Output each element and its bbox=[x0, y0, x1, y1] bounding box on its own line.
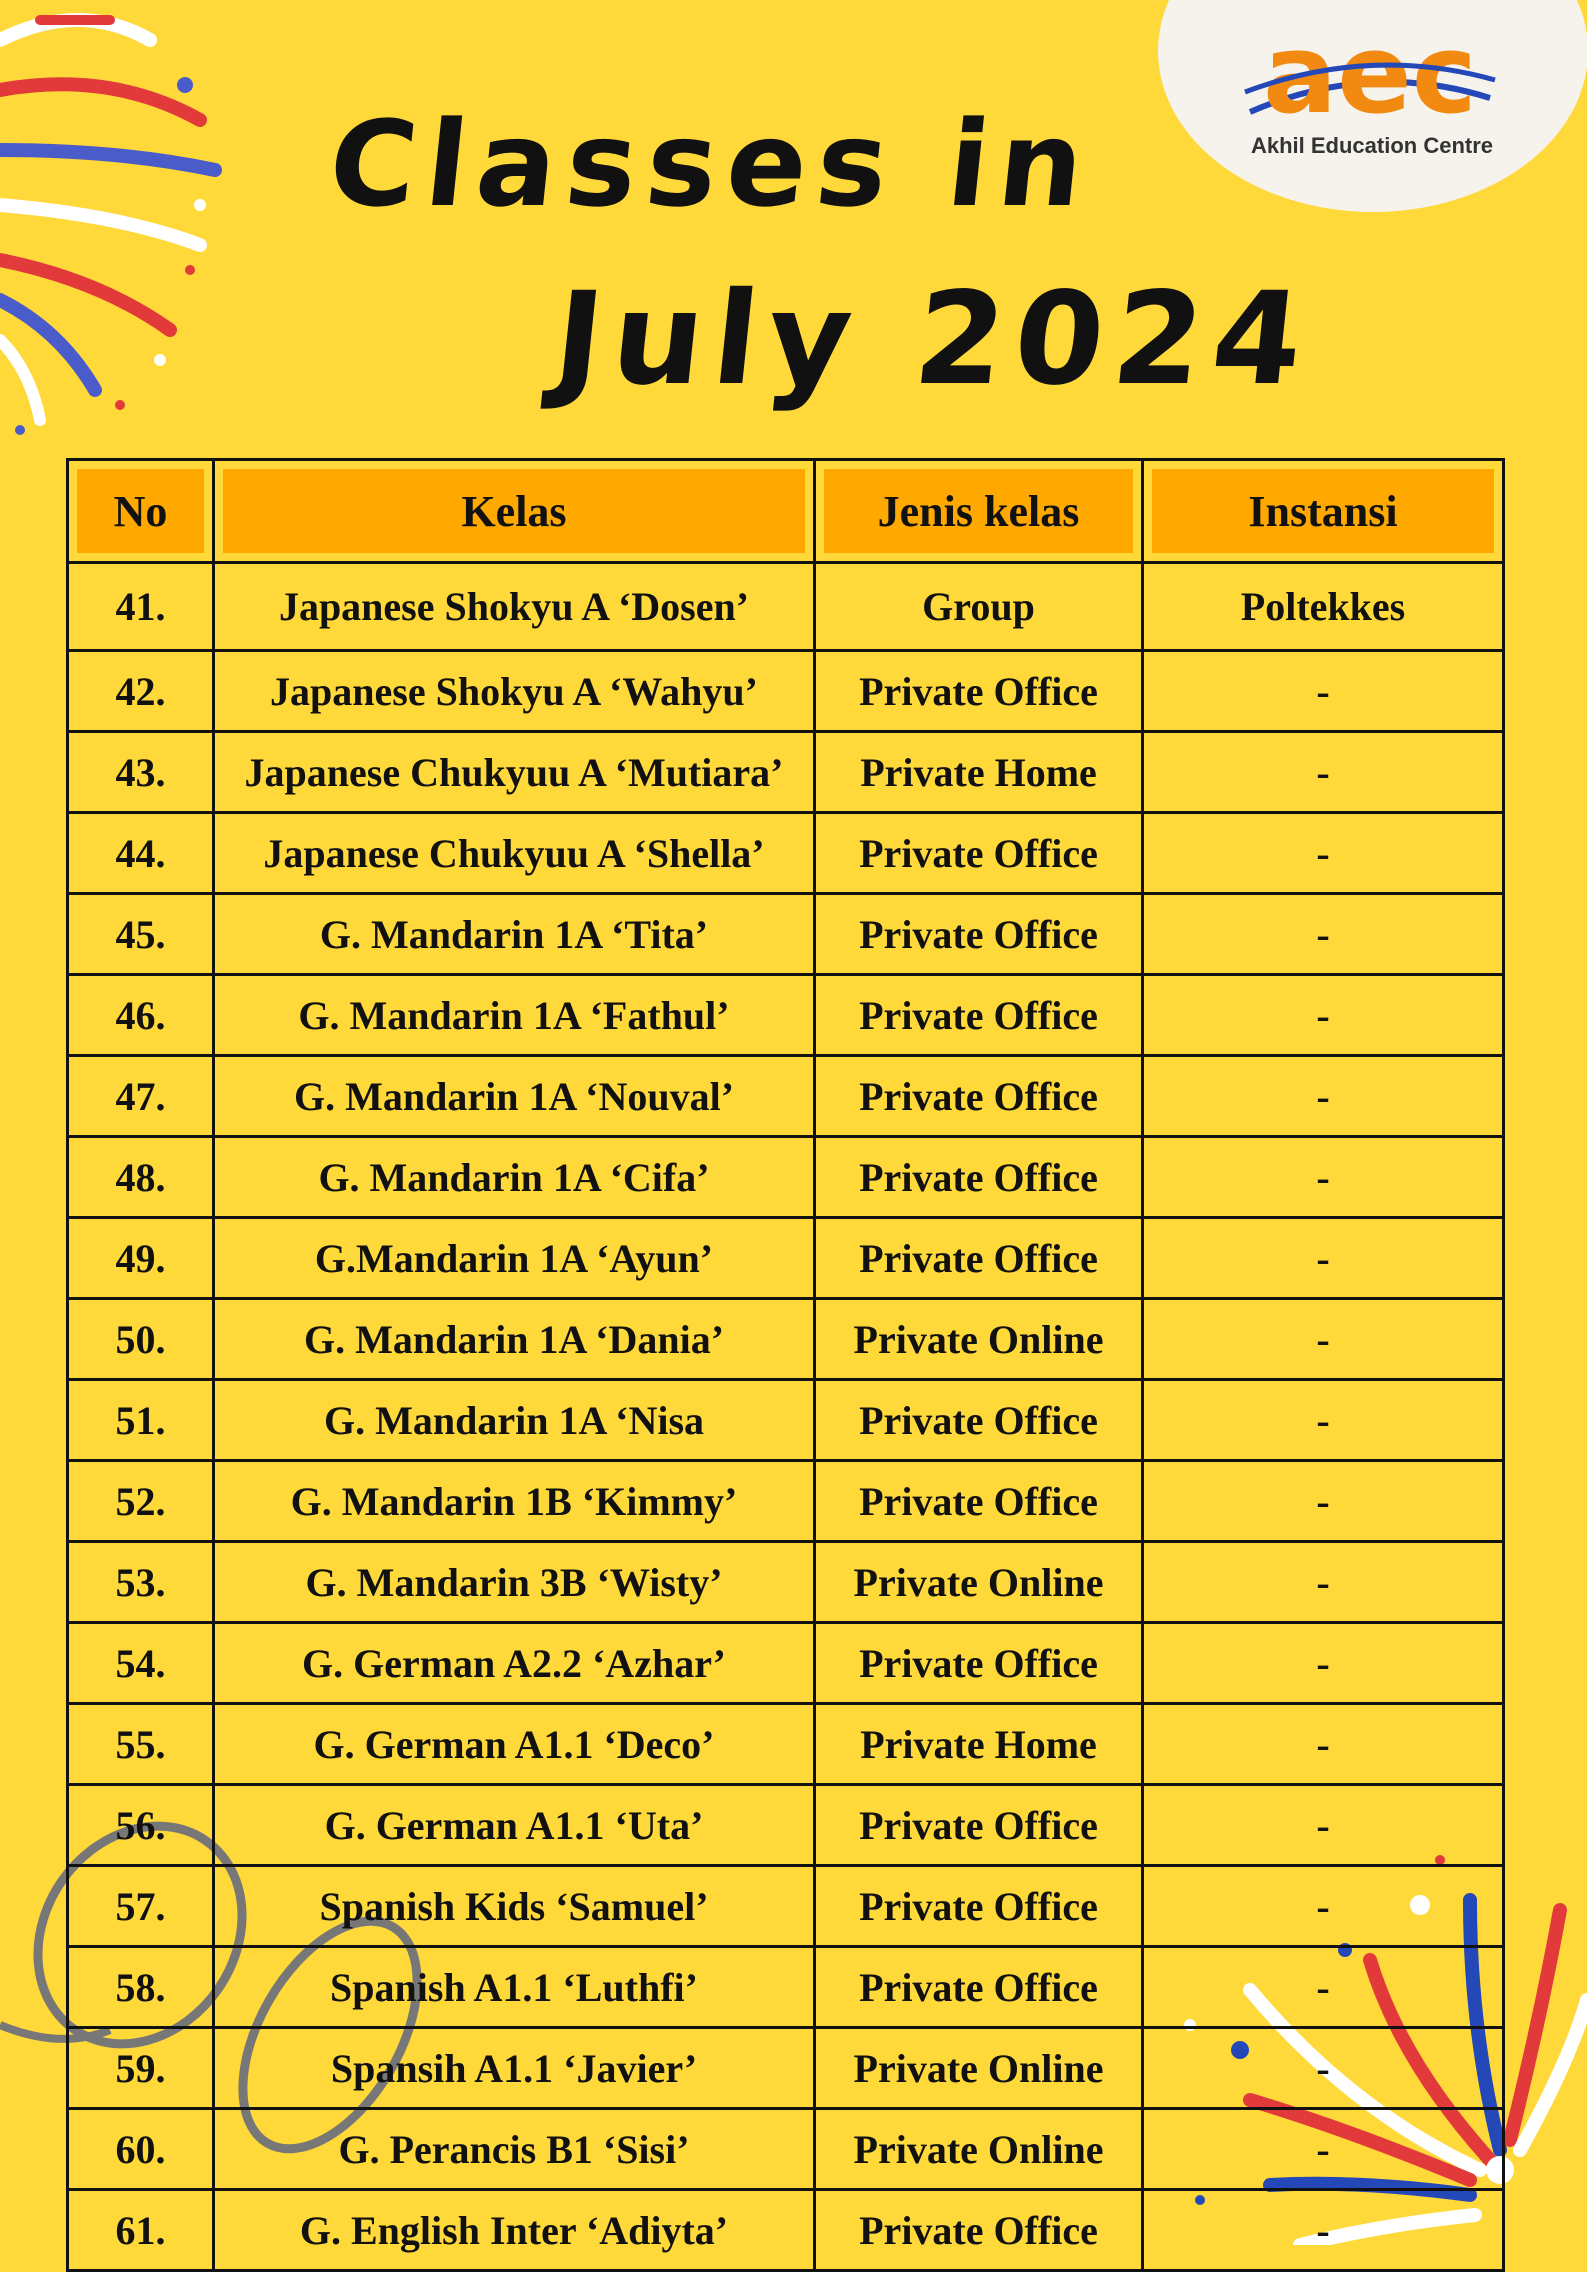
table-row bbox=[68, 2028, 1504, 2109]
table-row bbox=[68, 1056, 1504, 1137]
table-row bbox=[68, 894, 1504, 975]
cell-instansi: - bbox=[1143, 651, 1504, 732]
cell-instansi: - bbox=[1143, 894, 1504, 975]
cell-instansi: - bbox=[1143, 1785, 1504, 1866]
cell-no: 47. bbox=[68, 1056, 214, 1137]
cell-jenis-kelas: Private Online bbox=[815, 2028, 1143, 2109]
cell-kelas: G. Mandarin 1A ‘Nouval’ bbox=[214, 1056, 815, 1137]
cell-no: 58. bbox=[68, 1947, 214, 2028]
cell-instansi: Poltekkes bbox=[1143, 563, 1504, 651]
header-kelas: Kelas bbox=[214, 460, 815, 563]
cell-jenis-kelas: Private Office bbox=[815, 813, 1143, 894]
cell-jenis-kelas: Private Office bbox=[815, 1380, 1143, 1461]
cell-no: 50. bbox=[68, 1299, 214, 1380]
aec-logo-icon bbox=[1240, 20, 1500, 130]
cell-kelas: G. Mandarin 3B ‘Wisty’ bbox=[214, 1542, 815, 1623]
cell-kelas: G. German A2.2 ‘Azhar’ bbox=[214, 1623, 815, 1704]
cell-instansi: - bbox=[1143, 732, 1504, 813]
cell-instansi: - bbox=[1143, 1056, 1504, 1137]
table-row bbox=[68, 2190, 1504, 2271]
table-row bbox=[68, 813, 1504, 894]
cell-jenis-kelas: Private Office bbox=[815, 1866, 1143, 1947]
header-instansi: Instansi bbox=[1143, 460, 1504, 563]
table-row bbox=[68, 1866, 1504, 1947]
cell-instansi: - bbox=[1143, 2028, 1504, 2109]
cell-kelas: G. Mandarin 1A ‘Fathul’ bbox=[214, 975, 815, 1056]
cell-instansi: - bbox=[1143, 1623, 1504, 1704]
table-row bbox=[68, 1704, 1504, 1785]
cell-jenis-kelas: Private Office bbox=[815, 2190, 1143, 2271]
cell-jenis-kelas: Group bbox=[815, 563, 1143, 651]
cell-kelas: G. German A1.1 ‘Uta’ bbox=[214, 1785, 815, 1866]
table-row bbox=[68, 1542, 1504, 1623]
cell-kelas: G. Mandarin 1A ‘Dania’ bbox=[214, 1299, 815, 1380]
cell-instansi: - bbox=[1143, 813, 1504, 894]
cell-no: 53. bbox=[68, 1542, 214, 1623]
table-row bbox=[68, 732, 1504, 813]
cell-jenis-kelas: Private Home bbox=[815, 732, 1143, 813]
cell-jenis-kelas: Private Office bbox=[815, 894, 1143, 975]
cell-no: 61. bbox=[68, 2190, 214, 2271]
cell-kelas: Japanese Shokyu A ‘Wahyu’ bbox=[214, 651, 815, 732]
cell-kelas: G. Mandarin 1A ‘Cifa’ bbox=[214, 1137, 815, 1218]
table-row bbox=[68, 1461, 1504, 1542]
cell-kelas: G. Mandarin 1B ‘Kimmy’ bbox=[214, 1461, 815, 1542]
table-row bbox=[68, 1218, 1504, 1299]
cell-kelas: Japanese Chukyuu A ‘Shella’ bbox=[214, 813, 815, 894]
table-row bbox=[68, 1380, 1504, 1461]
table-header-row bbox=[68, 460, 1504, 563]
cell-kelas: Spansih A1.1 ‘Javier’ bbox=[214, 2028, 815, 2109]
cell-no: 48. bbox=[68, 1137, 214, 1218]
cell-kelas: G. English Inter ‘Adiyta’ bbox=[214, 2190, 815, 2271]
cell-jenis-kelas: Private Office bbox=[815, 1137, 1143, 1218]
header-no: No bbox=[68, 460, 214, 563]
cell-kelas: Japanese Chukyuu A ‘Mutiara’ bbox=[214, 732, 815, 813]
cell-jenis-kelas: Private Office bbox=[815, 651, 1143, 732]
cell-no: 59. bbox=[68, 2028, 214, 2109]
page-title-line-1: Classes in bbox=[322, 95, 1101, 233]
cell-instansi: - bbox=[1143, 1947, 1504, 2028]
cell-jenis-kelas: Private Office bbox=[815, 1056, 1143, 1137]
cell-instansi: - bbox=[1143, 1866, 1504, 1947]
header-jenis-kelas: Jenis kelas bbox=[815, 460, 1143, 563]
table-row bbox=[68, 651, 1504, 732]
cell-jenis-kelas: Private Office bbox=[815, 1947, 1143, 2028]
cell-jenis-kelas: Private Online bbox=[815, 1542, 1143, 1623]
table-row bbox=[68, 1623, 1504, 1704]
cell-instansi: - bbox=[1143, 1137, 1504, 1218]
cell-jenis-kelas: Private Office bbox=[815, 1461, 1143, 1542]
cell-no: 51. bbox=[68, 1380, 214, 1461]
table-row bbox=[68, 2109, 1504, 2190]
cell-no: 60. bbox=[68, 2109, 214, 2190]
table-row bbox=[68, 1137, 1504, 1218]
cell-kelas: G. Mandarin 1A ‘Tita’ bbox=[214, 894, 815, 975]
cell-no: 55. bbox=[68, 1704, 214, 1785]
cell-no: 49. bbox=[68, 1218, 214, 1299]
cell-no: 46. bbox=[68, 975, 214, 1056]
cell-instansi: - bbox=[1143, 1299, 1504, 1380]
cell-no: 57. bbox=[68, 1866, 214, 1947]
cell-jenis-kelas: Private Office bbox=[815, 1623, 1143, 1704]
cell-no: 45. bbox=[68, 894, 214, 975]
cell-no: 43. bbox=[68, 732, 214, 813]
cell-kelas: G.Mandarin 1A ‘Ayun’ bbox=[214, 1218, 815, 1299]
table-row bbox=[68, 1947, 1504, 2028]
page-title-line-2: July 2024 bbox=[547, 265, 1320, 414]
cell-no: 44. bbox=[68, 813, 214, 894]
cell-jenis-kelas: Private Home bbox=[815, 1704, 1143, 1785]
logo-name: Akhil Education Centre bbox=[1250, 133, 1494, 158]
cell-instansi: - bbox=[1143, 1704, 1504, 1785]
cell-kelas: Spanish A1.1 ‘Luthfi’ bbox=[214, 1947, 815, 2028]
table-row bbox=[68, 975, 1504, 1056]
cell-jenis-kelas: Private Office bbox=[815, 1218, 1143, 1299]
cell-kelas: G. Mandarin 1A ‘Nisa bbox=[214, 1380, 815, 1461]
table-row bbox=[68, 563, 1504, 651]
cell-instansi: - bbox=[1143, 1542, 1504, 1623]
cell-jenis-kelas: Private Online bbox=[815, 1299, 1143, 1380]
table-row bbox=[68, 1299, 1504, 1380]
cell-instansi: - bbox=[1143, 975, 1504, 1056]
cell-instansi: - bbox=[1143, 1218, 1504, 1299]
cell-no: 56. bbox=[68, 1785, 214, 1866]
cell-kelas: Spanish Kids ‘Samuel’ bbox=[214, 1866, 815, 1947]
cell-jenis-kelas: Private Office bbox=[815, 1785, 1143, 1866]
table-body bbox=[68, 563, 1504, 2271]
cell-instansi: - bbox=[1143, 2109, 1504, 2190]
cell-instansi: - bbox=[1143, 1380, 1504, 1461]
cell-jenis-kelas: Private Online bbox=[815, 2109, 1143, 2190]
fireworks-decoration-top-left bbox=[0, 0, 260, 460]
cell-instansi: - bbox=[1143, 1461, 1504, 1542]
cell-kelas: G. Perancis B1 ‘Sisi’ bbox=[214, 2109, 815, 2190]
cell-no: 42. bbox=[68, 651, 214, 732]
cell-no: 54. bbox=[68, 1623, 214, 1704]
logo-mark-text: aec bbox=[1262, 20, 1478, 130]
cell-no: 52. bbox=[68, 1461, 214, 1542]
cell-instansi: - bbox=[1143, 2190, 1504, 2271]
cell-kelas: Japanese Shokyu A ‘Dosen’ bbox=[214, 563, 815, 651]
cell-kelas: G. German A1.1 ‘Deco’ bbox=[214, 1704, 815, 1785]
cell-jenis-kelas: Private Office bbox=[815, 975, 1143, 1056]
table-row bbox=[68, 1785, 1504, 1866]
cell-no: 41. bbox=[68, 563, 214, 651]
classes-table bbox=[66, 458, 1505, 2272]
